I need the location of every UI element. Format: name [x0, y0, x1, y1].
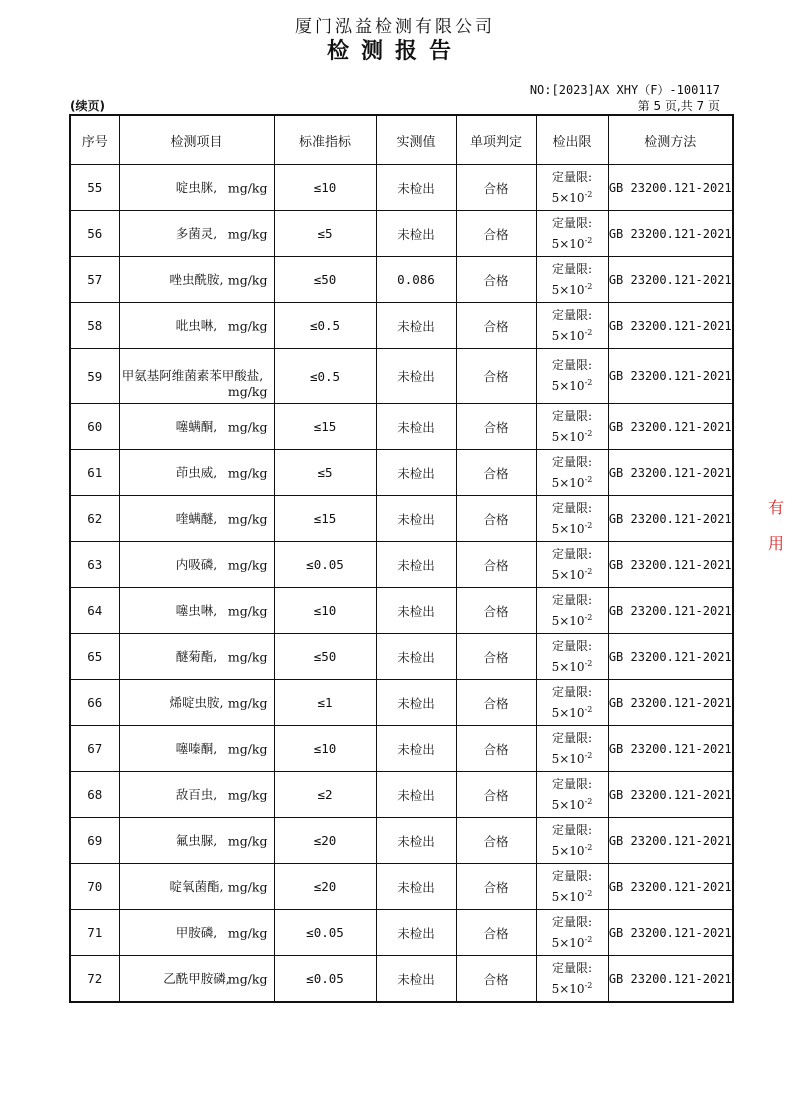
limit-value	[552, 476, 593, 490]
item-name: 吡虫啉,	[175, 317, 218, 333]
standard-value: ≤0.05	[274, 910, 376, 956]
detection-limit	[536, 496, 608, 542]
judgment: 合格	[456, 956, 536, 1003]
limit-base: 5×10	[551, 797, 585, 812]
test-method: GB 23200.121-2021	[608, 404, 733, 450]
limit-base: 5×10	[551, 429, 585, 444]
page-info: 第 5 页,共 7 页	[637, 99, 720, 113]
item-name: 醚菊酯,	[175, 648, 218, 664]
table-row	[70, 542, 733, 588]
limit-base: 5×10	[551, 567, 585, 582]
limit-value	[552, 283, 593, 297]
judgment: 合格	[456, 634, 536, 680]
standard-value: ≤20	[274, 864, 376, 910]
measured-value: 未检出	[376, 349, 456, 404]
test-item	[119, 450, 274, 496]
table-row	[70, 165, 733, 211]
item-unit: mg/kg	[227, 833, 268, 848]
test-method: GB 23200.121-2021	[608, 542, 733, 588]
row-number: 66	[70, 680, 119, 726]
row-number: 67	[70, 726, 119, 772]
measured-value: 未检出	[376, 818, 456, 864]
table-row	[70, 211, 733, 257]
item-name: 烯啶虫胺,	[169, 694, 224, 710]
measured-value: 未检出	[376, 450, 456, 496]
col-header-judgment: 单项判定	[456, 115, 536, 165]
table-row	[70, 956, 733, 1003]
table-row	[70, 680, 733, 726]
standard-value: ≤0.5	[274, 349, 376, 404]
standard-value: ≤1	[274, 680, 376, 726]
limit-base: 5×10	[551, 705, 585, 720]
judgment: 合格	[456, 864, 536, 910]
table-row	[70, 772, 733, 818]
standard-value: ≤0.05	[274, 542, 376, 588]
row-number: 63	[70, 542, 119, 588]
limit-exponent: -2	[584, 327, 593, 337]
limit-value	[552, 798, 593, 812]
item-unit: mg/kg	[227, 272, 268, 287]
results-table	[69, 114, 734, 1003]
detection-limit	[536, 450, 608, 496]
item-name: 茚虫威,	[175, 464, 218, 480]
detection-limit	[536, 864, 608, 910]
limit-exponent: -2	[584, 281, 593, 291]
test-method: GB 23200.121-2021	[608, 634, 733, 680]
test-item	[119, 864, 274, 910]
limit-exponent: -2	[584, 934, 593, 944]
stamp-char: 有	[768, 498, 785, 517]
limit-value	[552, 752, 593, 766]
test-method: GB 23200.121-2021	[608, 450, 733, 496]
limit-label: 定量限:	[551, 684, 593, 699]
detection-limit	[536, 910, 608, 956]
judgment: 合格	[456, 303, 536, 349]
table-row	[70, 726, 733, 772]
row-number: 69	[70, 818, 119, 864]
item-name: 甲胺磷,	[175, 924, 218, 940]
detection-limit	[536, 542, 608, 588]
standard-value: ≤50	[274, 634, 376, 680]
measured-value: 未检出	[376, 588, 456, 634]
test-item	[119, 542, 274, 588]
limit-base: 5×10	[551, 889, 585, 904]
limit-base: 5×10	[551, 981, 585, 996]
detection-limit	[536, 404, 608, 450]
standard-value: ≤15	[274, 496, 376, 542]
row-number: 68	[70, 772, 119, 818]
detection-limit	[536, 634, 608, 680]
item-unit: mg/kg	[227, 511, 268, 526]
table-row	[70, 349, 733, 404]
table-row	[70, 303, 733, 349]
col-header-measured: 实测值	[376, 115, 456, 165]
report-title: 检测报告	[326, 39, 463, 64]
limit-label: 定量限:	[551, 358, 593, 372]
detection-limit	[536, 257, 608, 303]
row-number: 62	[70, 496, 119, 542]
limit-value	[552, 430, 593, 444]
limit-exponent: -2	[584, 796, 593, 806]
limit-label: 定量限:	[551, 500, 593, 515]
test-method: GB 23200.121-2021	[608, 303, 733, 349]
limit-label: 定量限:	[551, 169, 593, 184]
item-unit: mg/kg	[227, 971, 268, 986]
item-name: 乙酰甲胺磷,	[163, 970, 230, 986]
standard-value: ≤5	[274, 450, 376, 496]
limit-value	[552, 379, 593, 393]
side-stamp	[768, 490, 790, 562]
row-number: 61	[70, 450, 119, 496]
detection-limit	[536, 726, 608, 772]
test-method: GB 23200.121-2021	[608, 496, 733, 542]
item-name: 噻嗪酮,	[175, 740, 218, 756]
item-unit: mg/kg	[227, 925, 268, 940]
limit-exponent: -2	[584, 520, 593, 530]
limit-label: 定量限:	[551, 454, 593, 469]
judgment: 合格	[456, 818, 536, 864]
standard-value: ≤2	[274, 772, 376, 818]
standard-value: ≤0.05	[274, 956, 376, 1003]
limit-value	[552, 844, 593, 858]
test-item	[119, 211, 274, 257]
limit-base: 5×10	[551, 236, 585, 251]
item-name: 啶虫脒,	[175, 179, 218, 195]
judgment: 合格	[456, 680, 536, 726]
limit-base: 5×10	[551, 613, 585, 628]
test-method: GB 23200.121-2021	[608, 772, 733, 818]
test-item	[119, 303, 274, 349]
detection-limit	[536, 956, 608, 1003]
limit-value	[552, 660, 593, 674]
test-item	[119, 956, 274, 1003]
judgment: 合格	[456, 165, 536, 211]
measured-value: 未检出	[376, 542, 456, 588]
limit-exponent: -2	[584, 235, 593, 245]
detection-limit	[536, 818, 608, 864]
table-row	[70, 634, 733, 680]
limit-base: 5×10	[551, 282, 585, 297]
limit-base: 5×10	[551, 475, 585, 490]
standard-value: ≤5	[274, 211, 376, 257]
standard-value: ≤20	[274, 818, 376, 864]
item-name: 多菌灵,	[175, 225, 218, 241]
company-name: 厦门泓益检测有限公司	[295, 17, 495, 37]
measured-value: 未检出	[376, 864, 456, 910]
table-row	[70, 450, 733, 496]
item-unit: mg/kg	[227, 649, 268, 664]
limit-exponent: -2	[584, 428, 593, 438]
detection-limit	[536, 165, 608, 211]
measured-value: 未检出	[376, 496, 456, 542]
col-header-standard: 标准指标	[274, 115, 376, 165]
limit-label: 定量限:	[551, 592, 593, 607]
limit-label: 定量限:	[551, 960, 593, 975]
limit-label: 定量限:	[551, 822, 593, 837]
judgment: 合格	[456, 404, 536, 450]
limit-value	[552, 890, 593, 904]
item-unit: mg/kg	[227, 603, 268, 618]
item-unit: mg/kg	[227, 557, 268, 572]
test-method: GB 23200.121-2021	[608, 956, 733, 1003]
test-item	[119, 257, 274, 303]
col-header-item: 检测项目	[119, 115, 274, 165]
limit-exponent: -2	[584, 566, 593, 576]
table-row	[70, 404, 733, 450]
limit-base: 5×10	[551, 935, 585, 950]
item-name: 喹螨醚,	[175, 510, 218, 526]
test-method: GB 23200.121-2021	[608, 349, 733, 404]
row-number: 72	[70, 956, 119, 1003]
standard-value: ≤10	[274, 165, 376, 211]
test-method: GB 23200.121-2021	[608, 726, 733, 772]
report-number: NO:[2023]AX XHY（F）-100117	[529, 83, 720, 97]
detection-limit	[536, 680, 608, 726]
limit-exponent: -2	[584, 750, 593, 760]
row-number: 60	[70, 404, 119, 450]
standard-value: ≤10	[274, 588, 376, 634]
test-item	[119, 910, 274, 956]
limit-label: 定量限:	[551, 408, 593, 423]
judgment: 合格	[456, 349, 536, 404]
measured-value: 未检出	[376, 956, 456, 1003]
limit-value	[552, 706, 593, 720]
test-method: GB 23200.121-2021	[608, 165, 733, 211]
limit-exponent: -2	[584, 980, 593, 990]
row-number: 64	[70, 588, 119, 634]
limit-value	[552, 614, 593, 628]
limit-label: 定量限:	[551, 638, 593, 653]
limit-base: 5×10	[551, 521, 585, 536]
table-row	[70, 910, 733, 956]
limit-value	[552, 329, 593, 343]
limit-label: 定量限:	[551, 730, 593, 745]
measured-value: 未检出	[376, 910, 456, 956]
row-number: 65	[70, 634, 119, 680]
measured-value: 未检出	[376, 772, 456, 818]
judgment: 合格	[456, 496, 536, 542]
limit-label: 定量限:	[551, 868, 593, 883]
measured-value: 未检出	[376, 680, 456, 726]
test-method: GB 23200.121-2021	[608, 211, 733, 257]
col-header-method: 检测方法	[608, 115, 733, 165]
test-method: GB 23200.121-2021	[608, 257, 733, 303]
item-unit: mg/kg	[227, 695, 268, 710]
limit-base: 5×10	[551, 659, 585, 674]
limit-exponent: -2	[584, 658, 593, 668]
judgment: 合格	[456, 257, 536, 303]
test-item	[119, 634, 274, 680]
limit-exponent: -2	[584, 189, 593, 199]
test-item	[119, 496, 274, 542]
judgment: 合格	[456, 450, 536, 496]
item-name: 内吸磷,	[175, 556, 218, 572]
test-method: GB 23200.121-2021	[608, 818, 733, 864]
test-item	[119, 772, 274, 818]
limit-label: 定量限:	[551, 914, 593, 929]
test-item	[119, 818, 274, 864]
item-unit: mg/kg	[227, 180, 268, 195]
limit-value	[552, 982, 593, 996]
item-unit: mg/kg	[227, 318, 268, 333]
detection-limit	[536, 349, 608, 404]
detection-limit	[536, 211, 608, 257]
row-number: 56	[70, 211, 119, 257]
row-number: 57	[70, 257, 119, 303]
limit-value	[552, 522, 593, 536]
limit-exponent: -2	[584, 704, 593, 714]
measured-value: 未检出	[376, 634, 456, 680]
item-name: 啶氧菌酯,	[169, 878, 224, 894]
limit-exponent: -2	[584, 474, 593, 484]
detection-limit	[536, 303, 608, 349]
col-header-limit: 检出限	[536, 115, 608, 165]
detection-limit	[536, 772, 608, 818]
row-number: 55	[70, 165, 119, 211]
item-unit: mg/kg	[227, 384, 268, 399]
limit-exponent: -2	[584, 842, 593, 852]
test-item	[119, 588, 274, 634]
test-item	[119, 680, 274, 726]
judgment: 合格	[456, 211, 536, 257]
item-unit: mg/kg	[227, 741, 268, 756]
judgment: 合格	[456, 726, 536, 772]
limit-value	[552, 568, 593, 582]
limit-exponent: -2	[584, 378, 593, 387]
test-method: GB 23200.121-2021	[608, 864, 733, 910]
standard-value: ≤50	[274, 257, 376, 303]
limit-label: 定量限:	[551, 307, 593, 322]
limit-value	[552, 191, 593, 205]
standard-value: ≤0.5	[274, 303, 376, 349]
measured-value: 未检出	[376, 211, 456, 257]
test-item	[119, 165, 274, 211]
measured-value: 未检出	[376, 165, 456, 211]
table-header-row	[70, 115, 733, 165]
row-number: 58	[70, 303, 119, 349]
item-name: 甲氨基阿维菌素苯甲酸盐,	[121, 368, 264, 383]
test-item	[119, 349, 274, 404]
limit-base: 5×10	[551, 751, 585, 766]
continued-label: (续页)	[70, 99, 105, 113]
detection-limit	[536, 588, 608, 634]
item-unit: mg/kg	[227, 465, 268, 480]
item-unit: mg/kg	[227, 879, 268, 894]
col-header-no: 序号	[70, 115, 119, 165]
measured-value: 未检出	[376, 726, 456, 772]
standard-value: ≤10	[274, 726, 376, 772]
table-row	[70, 496, 733, 542]
test-method: GB 23200.121-2021	[608, 588, 733, 634]
limit-base: 5×10	[551, 328, 585, 343]
limit-label: 定量限:	[551, 546, 593, 561]
limit-base: 5×10	[551, 843, 585, 858]
judgment: 合格	[456, 542, 536, 588]
row-number: 70	[70, 864, 119, 910]
limit-exponent: -2	[584, 612, 593, 622]
item-unit: mg/kg	[227, 226, 268, 241]
item-unit: mg/kg	[227, 787, 268, 802]
item-name: 噻螨酮,	[175, 418, 218, 434]
judgment: 合格	[456, 772, 536, 818]
table-row	[70, 257, 733, 303]
limit-value	[552, 237, 593, 251]
item-name: 噻虫啉,	[175, 602, 218, 618]
limit-label: 定量限:	[551, 215, 593, 230]
table-row	[70, 864, 733, 910]
test-method: GB 23200.121-2021	[608, 910, 733, 956]
limit-label: 定量限:	[551, 261, 593, 276]
limit-exponent: -2	[584, 888, 593, 898]
limit-label: 定量限:	[551, 776, 593, 791]
standard-value: ≤15	[274, 404, 376, 450]
judgment: 合格	[456, 910, 536, 956]
item-name: 氟虫脲,	[175, 832, 218, 848]
stamp-char: 用	[768, 534, 785, 553]
item-unit: mg/kg	[227, 419, 268, 434]
table-row	[70, 588, 733, 634]
measured-value: 未检出	[376, 404, 456, 450]
measured-value: 0.086	[376, 257, 456, 303]
limit-value	[552, 936, 593, 950]
limit-base: 5×10	[551, 379, 585, 393]
test-item	[119, 404, 274, 450]
row-number: 71	[70, 910, 119, 956]
table-row	[70, 818, 733, 864]
judgment: 合格	[456, 588, 536, 634]
limit-base: 5×10	[551, 190, 585, 205]
item-name: 敌百虫,	[175, 786, 218, 802]
item-name: 唑虫酰胺,	[169, 271, 224, 287]
measured-value: 未检出	[376, 303, 456, 349]
test-item	[119, 726, 274, 772]
row-number: 59	[70, 349, 119, 404]
test-method: GB 23200.121-2021	[608, 680, 733, 726]
